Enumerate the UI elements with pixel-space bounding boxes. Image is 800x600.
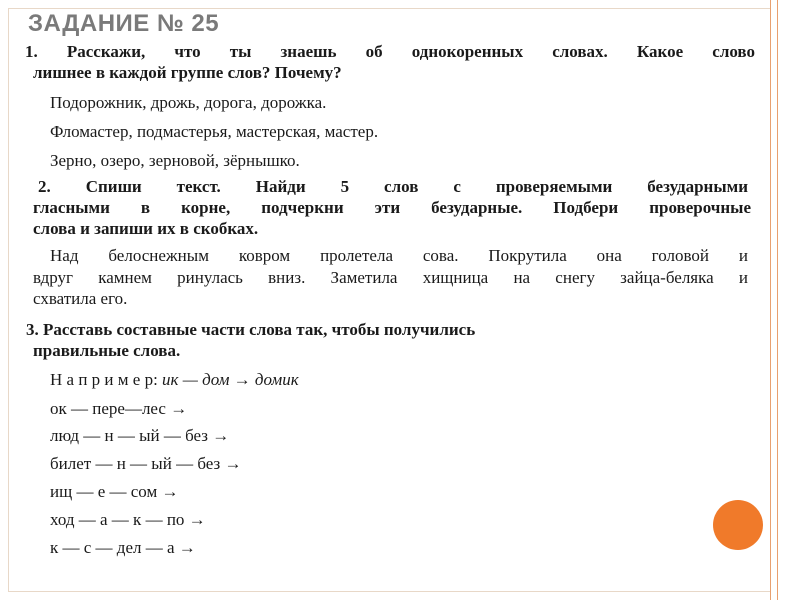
right-decorative-rule xyxy=(770,0,800,600)
task1-heading-line2: лишнее в каждой группе слов? Почему? xyxy=(33,63,342,82)
task3-example xyxy=(50,370,299,390)
task3-heading-line2: правильные слова. xyxy=(33,341,181,360)
task2-text-line2: вдруг камнем ринулась вниз. Заметила хищница на снегу зайца-беляка и xyxy=(33,268,748,287)
task3-item-5: ход — а — к — по → xyxy=(50,510,206,529)
task3-example-label: Н а п р и м е р: xyxy=(50,370,158,389)
task3-item-1: ок — пере—лес → xyxy=(50,399,188,418)
task1-group-3: Зерно, озеро, зерновой, зёрнышко. xyxy=(50,151,300,170)
task2-heading-line2: гласными в корне, подчеркни эти безударные. Подбери проверочные xyxy=(33,198,751,217)
task1-group-1: Подорожник, дрожь, дорога, дорожка. xyxy=(50,93,327,112)
task3-example-value: ик — дом → домик xyxy=(162,370,299,389)
decorative-orange-circle xyxy=(713,500,763,550)
task3-heading-line1: 3. Расставь составные части слова так, чтобы получились xyxy=(26,320,476,339)
task2-text-line3: схватила его. xyxy=(33,289,128,308)
task3-item-6: к — с — дел — а → xyxy=(50,538,196,557)
slide-title: ЗАДАНИЕ № 25 xyxy=(28,10,220,37)
task2-text-line1: Над белоснежным ковром пролетела сова. Покрутила она головой и xyxy=(50,246,748,265)
task1-group-2: Фломастер, подмастерья, мастерская, мастер. xyxy=(50,122,379,141)
task3-item-4: ищ — е — сом → xyxy=(50,482,179,501)
task2-heading-line1: 2. Спиши текст. Найди 5 слов с проверяемыми безударными xyxy=(38,177,748,196)
task3-item-2: люд — н — ый — без → xyxy=(50,426,230,445)
task1-heading-line1: 1. Расскажи, что ты знаешь об однокоренных словах. Какое слово xyxy=(25,42,755,61)
right-decorative-line xyxy=(777,0,778,600)
task2-heading-line3: слова и запиши их в скобках. xyxy=(33,219,259,238)
task3-item-3: билет — н — ый — без → xyxy=(50,454,242,473)
